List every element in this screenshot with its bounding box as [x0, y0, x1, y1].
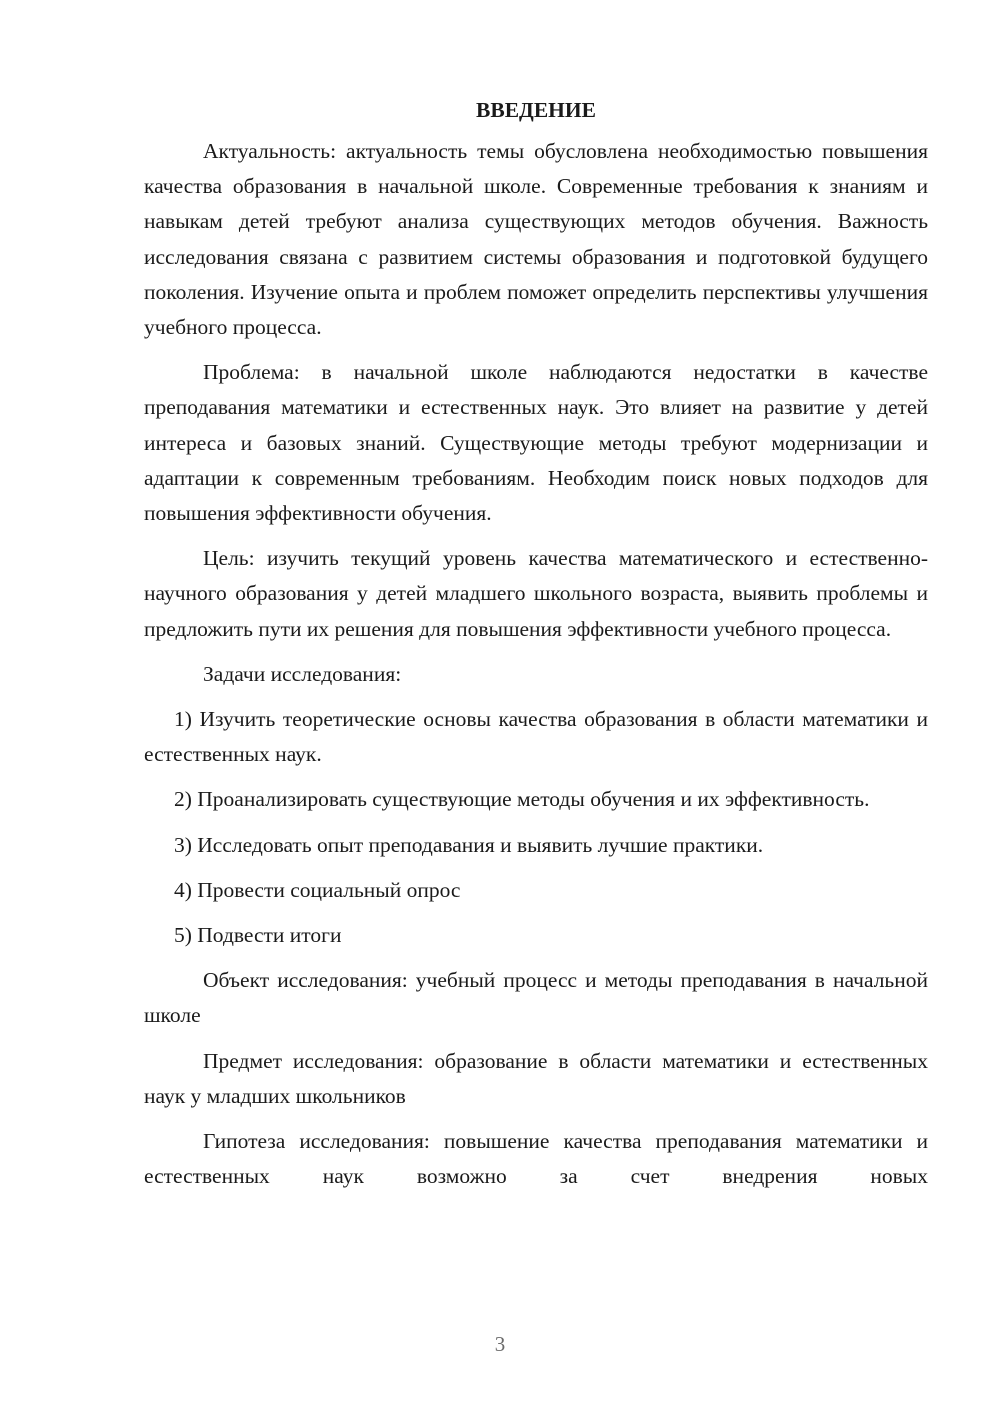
object-paragraph: Объект исследования: учебный процесс и методы преподавания в начальной школе [144, 968, 928, 1028]
task-item-2: 2) Проанализировать существующие методы обучения и их эффективность. [174, 787, 870, 812]
task-item-4: 4) Провести социальный опрос [174, 877, 461, 902]
document-page [144, 94, 928, 1204]
task-item-3: 3) Исследовать опыт преподавания и выявить лучшие практики. [174, 832, 764, 857]
page-number: 3 [494, 1332, 506, 1356]
problem-paragraph: Проблема: в начальной школе наблюдаются недостатки в качестве преподавания математики и естественных наук. Это влияет на развитие у детей интереса и базовых знаний. Существующие методы требуют модернизации и адаптации к современным требованиям. Необходим поиск новых подходов для повышения эффективности обучения. [144, 360, 928, 526]
subject-paragraph: Предмет исследования: образование в области математики и естественных наук у младших школьников [144, 1048, 928, 1108]
document-title: ВВЕДЕНИЕ [476, 98, 596, 122]
tasks-heading: Задачи исследования: [203, 661, 402, 686]
task-item-5: 5) Подвести итоги [174, 923, 342, 948]
hypothesis-paragraph: Гипотеза исследования: повышение качества преподавания математики и естественных наук возможно за счет внедрения новых [144, 1129, 928, 1189]
goal-paragraph: Цель: изучить текущий уровень качества математического и естественно-научного образования у детей младшего школьного возраста, выявить проблемы и предложить пути их решения для повышения эффективности учебного процесса. [144, 546, 928, 641]
task-item-1: 1) Изучить теоретические основы качества образования в области математики и естественных наук. [144, 707, 928, 767]
relevance-paragraph: Актуальность: актуальность темы обусловлена необходимостью повышения качества образования в начальной школе. Современные требования к знаниям и навыкам детей требуют анализа существующих методов обучения. Важность исследования связана с развитием системы образования и подготовкой будущего поколения. Изучение опыта и проблем поможет определить перспективы улучшения учебного процесса. [144, 139, 928, 340]
